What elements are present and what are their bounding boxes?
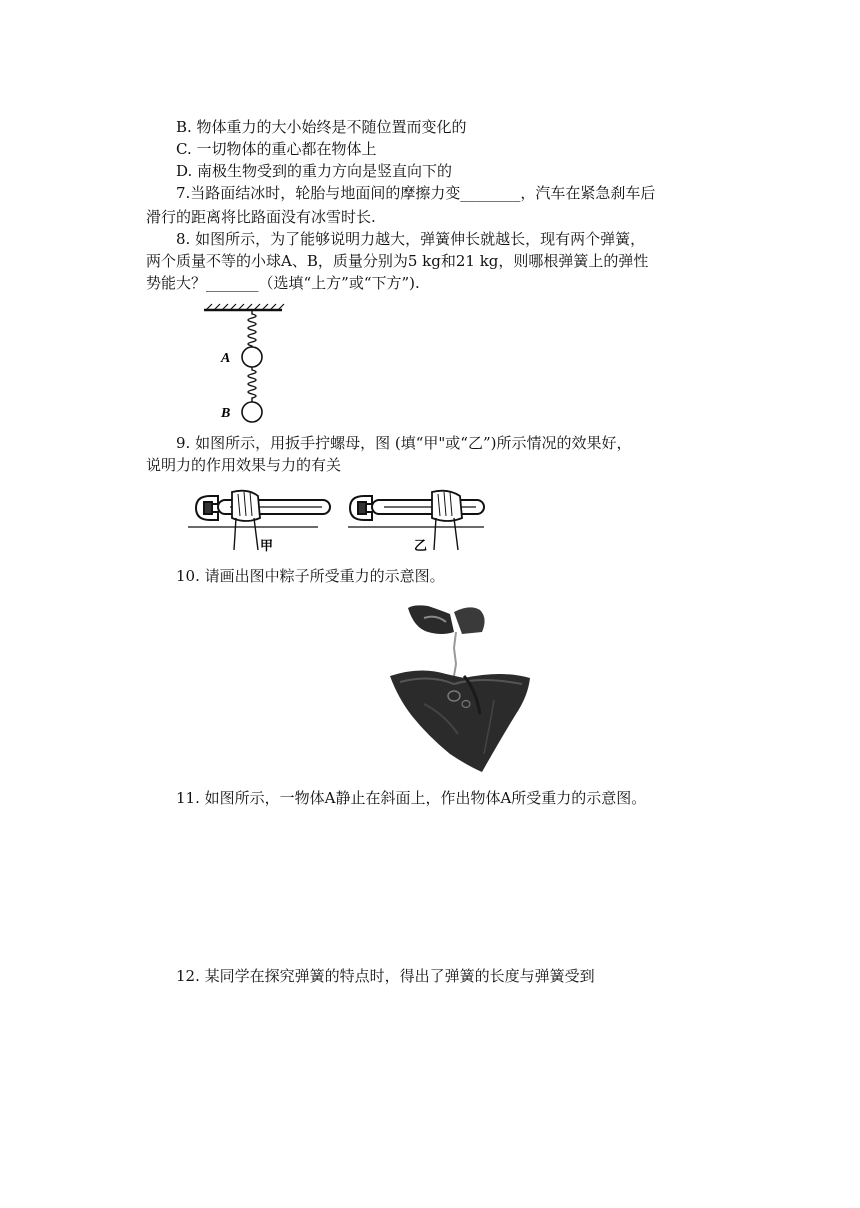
question-7-line-2: 滑行的距离将比路面没有冰雪时长. [146,208,376,226]
question-11-line-1: 11. 如图所示，一物体A静止在斜面上，作出物体A所受重力的示意图。 [176,789,647,807]
option-b: B. 物体重力的大小始终是不随位置而变化的 [176,118,467,136]
fingers [408,605,454,634]
label-b: B [221,406,231,421]
ceiling [204,304,284,310]
question-9-line-1: 9. 如图所示，用扳手拧螺母，图 (填“甲"或“乙”)所示情况的效果好， [176,434,632,452]
zongzi [390,670,530,772]
wrench-figure [188,478,498,558]
question-12-line-1: 12. 某同学在探究弹簧的特点时，得出了弹簧的长度与弹簧受到 [176,967,595,985]
label-jia: 甲 [260,539,274,554]
option-d: D. 南极生物受到的重力方向是竖直向下的 [176,162,453,180]
question-7-line-1: 7.当路面结冰时，轮胎与地面间的摩擦力变________，汽车在紧急刹车后 [176,184,656,202]
question-8-line-2: 两个质量不等的小球A、B，质量分别为5 kg和21 kg，则哪根弹簧上的弹性 [146,252,649,270]
question-8-line-3: 势能大？_______（选填“上方”或“下方”). [146,274,420,292]
question-9-line-2: 说明力的作用效果与力的有关 [146,456,342,474]
label-yi: 乙 [414,539,428,554]
question-8-line-1: 8. 如图所示，为了能够说明力越大，弹簧伸长就越长，现有两个弹簧， [176,230,646,248]
string [454,632,456,676]
label-a: A [221,351,231,366]
question-10-line-1: 10. 请画出图中粽子所受重力的示意图。 [176,567,445,585]
lower-spring [248,367,256,402]
upper-spring [248,311,256,348]
zongzi-photo [384,604,534,774]
spring-figure [196,300,296,428]
ball-a [242,347,262,367]
option-c: C. 一切物体的重心都在物体上 [176,140,377,158]
ball-b [242,402,262,422]
